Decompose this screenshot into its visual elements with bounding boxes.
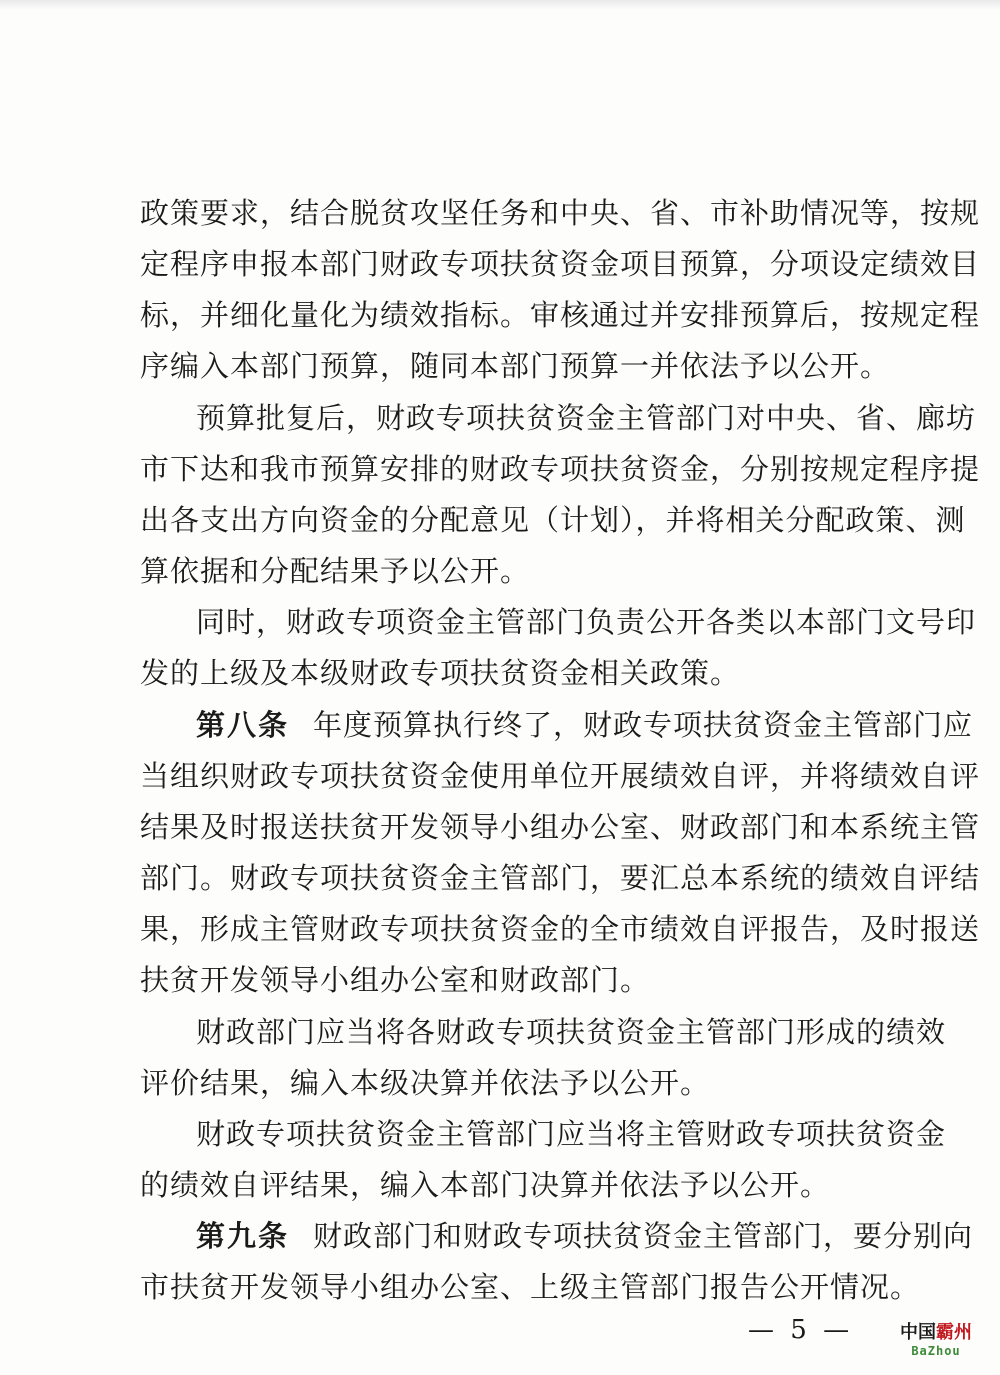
page-number: — 5 —	[748, 1315, 854, 1345]
text-line: 算依据和分配结果予以公开。	[140, 554, 531, 588]
text-line: 序编入本部门预算，随同本部门预算一并依法予以公开。	[140, 349, 891, 383]
article-heading: 第八条	[196, 708, 290, 742]
site-watermark	[900, 1324, 972, 1357]
article-heading: 第九条	[196, 1219, 290, 1253]
text-line: 市下达和我市预算安排的财政专项扶贫资金，分别按规定程序提	[140, 452, 981, 486]
watermark-text-b: 霸州	[936, 1322, 972, 1343]
article-8-first-line	[196, 705, 974, 745]
text-line: 出各支出方向资金的分配意见（计划），并将相关分配政策、测	[140, 503, 966, 537]
text-line: 结果及时报送扶贫开发领导小组办公室、财政部门和本系统主管	[140, 810, 981, 844]
text-line: 的绩效自评结果，编入本部门决算并依法予以公开。	[140, 1168, 831, 1202]
text-span: 财政部门和财政专项扶贫资金主管部门，要分别向	[313, 1219, 974, 1253]
text-line: 当组织财政专项扶贫资金使用单位开展绩效自评，并将绩效自评	[140, 759, 981, 793]
text-line: 市扶贫开发领导小组办公室、上级主管部门报告公开情况。	[140, 1270, 921, 1304]
text-line: 预算批复后，财政专项扶贫资金主管部门对中央、省、廊坊	[196, 401, 977, 435]
watermark-latin: BaZhou	[911, 1344, 961, 1358]
watermark-title	[900, 1324, 972, 1342]
watermark-text-a: 中国	[900, 1322, 936, 1343]
text-line: 果，形成主管财政专项扶贫资金的全市绩效自评报告，及时报送	[140, 912, 981, 946]
article-9-first-line	[196, 1216, 974, 1256]
text-span: 年度预算执行终了，财政专项扶贫资金主管部门应	[313, 708, 974, 742]
text-line: 同时，财政专项资金主管部门负责公开各类以本部门文号印	[196, 605, 977, 639]
scan-edge	[0, 0, 1000, 10]
text-line: 标，并细化量化为绩效指标。审核通过并安排预算后，按规定程	[140, 298, 981, 332]
text-line: 部门。财政专项扶贫资金主管部门，要汇总本系统的绩效自评结	[140, 861, 981, 895]
text-line: 政策要求，结合脱贫攻坚任务和中央、省、市补助情况等，按规	[140, 196, 981, 230]
text-line: 扶贫开发领导小组办公室和财政部门。	[140, 963, 651, 997]
text-line: 定程序申报本部门财政专项扶贫资金项目预算，分项设定绩效目	[140, 247, 981, 281]
text-line: 财政部门应当将各财政专项扶贫资金主管部门形成的绩效	[196, 1015, 947, 1049]
text-line: 发的上级及本级财政专项扶贫资金相关政策。	[140, 656, 741, 690]
text-line: 财政专项扶贫资金主管部门应当将主管财政专项扶贫资金	[196, 1117, 947, 1151]
text-line: 评价结果，编入本级决算并依法予以公开。	[140, 1066, 711, 1100]
